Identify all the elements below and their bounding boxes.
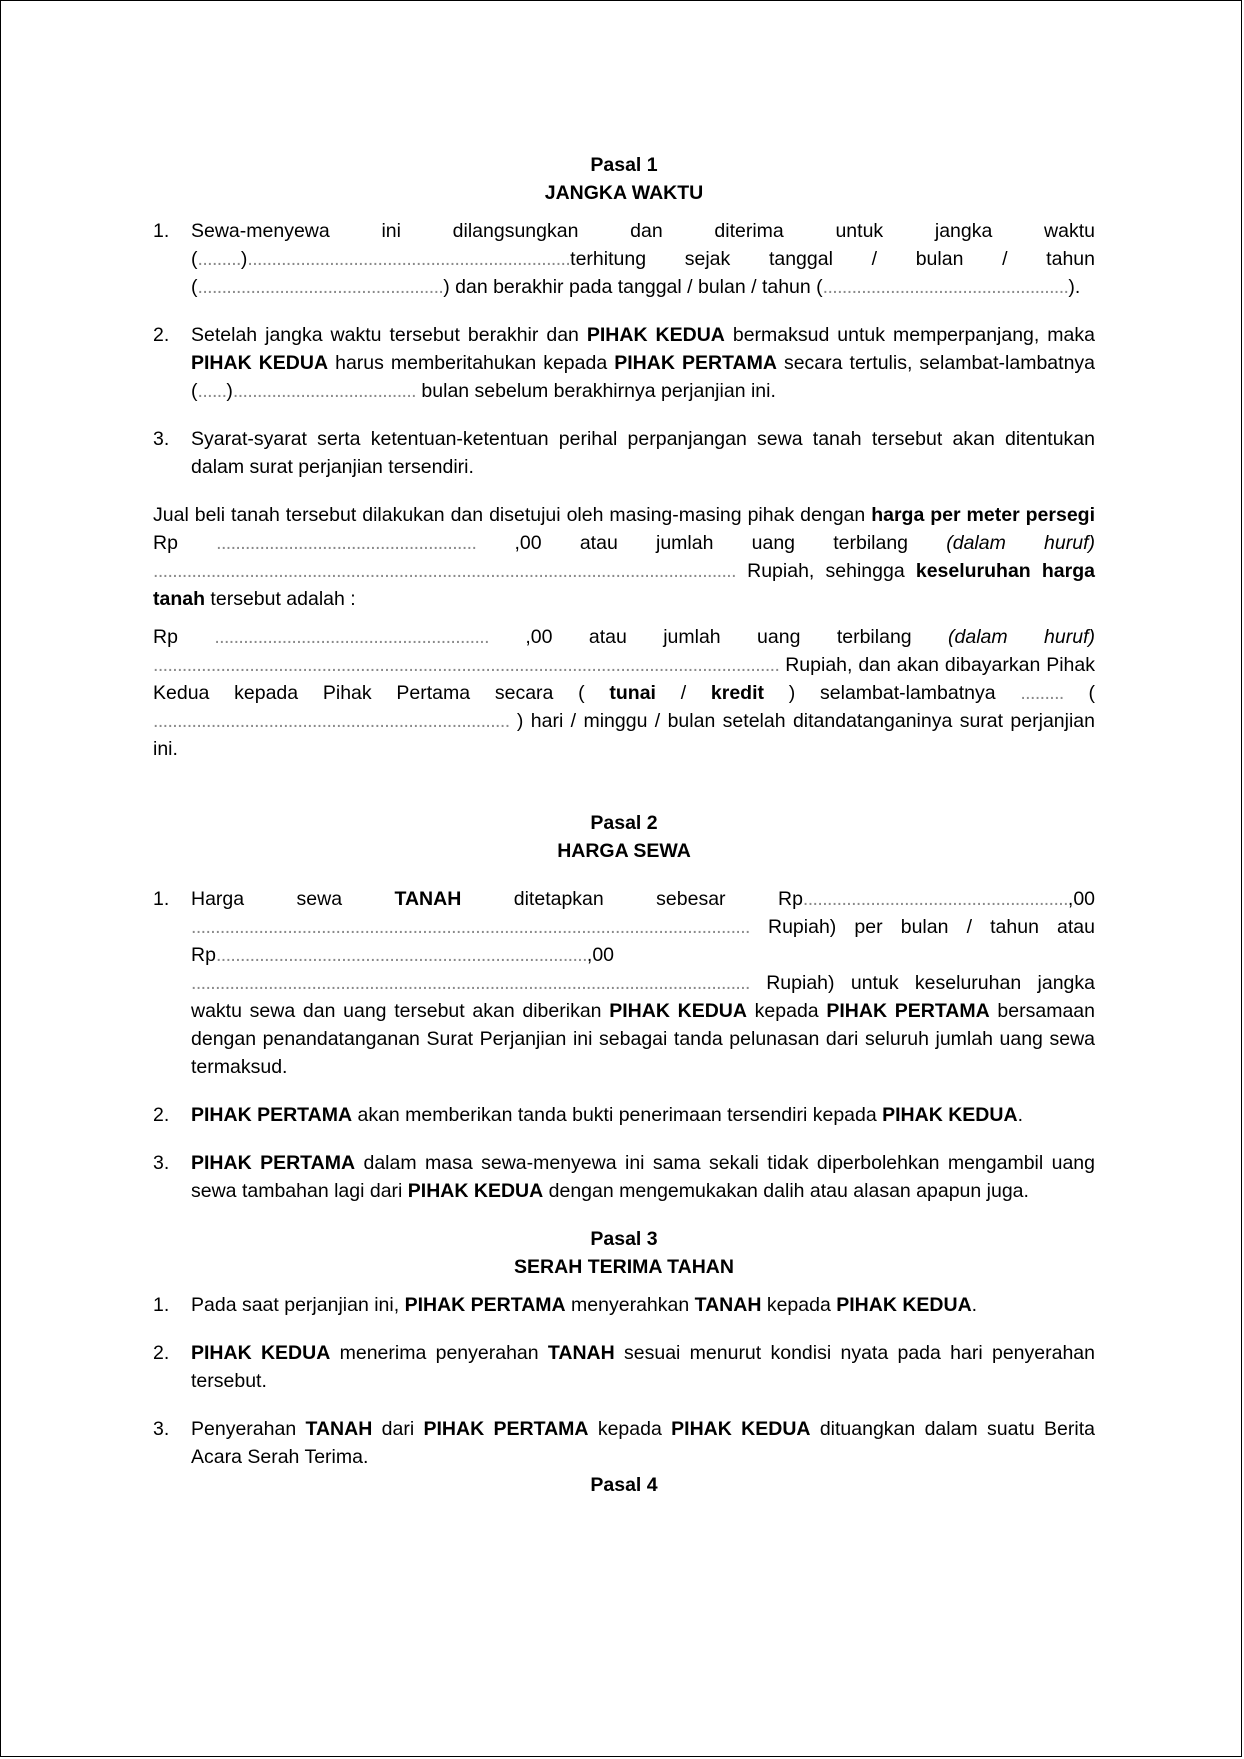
pasal-2-clause-2 [153, 1101, 1095, 1129]
pasal-4-number: Pasal 4 [590, 1474, 658, 1496]
clause-text: Rupiah) per bulan / tahun atau Rp [191, 916, 1095, 966]
party-name: PIHAK PERTAMA [826, 1000, 990, 1022]
pasal-3-clause-2 [153, 1339, 1095, 1395]
party-name: PIHAK KEDUA [836, 1294, 972, 1316]
blank-field: ...................................... [232, 380, 416, 402]
bold-term: TANAH [547, 1342, 615, 1364]
bold-term: keseluruhan harga tanah [153, 560, 1095, 610]
clause-text: akan memberikan tanda bukti penerimaan tersendiri kepada [352, 1104, 883, 1126]
clause-text: bermaksud untuk memperpanjang, maka [724, 324, 1095, 346]
pasal-1-clause-2 [153, 321, 1095, 405]
party-name: PIHAK PERTAMA [614, 352, 777, 374]
clause-text: . [971, 1294, 978, 1316]
party-name: PIHAK KEDUA [586, 324, 725, 346]
clause-number: 2. [153, 1342, 170, 1364]
pasal-3-clauses [153, 1291, 1095, 1471]
pasal-1-clauses [153, 217, 1095, 481]
clause-text: ) [240, 248, 248, 270]
pasal-2-clause-3 [153, 1149, 1095, 1205]
pasal-3-number: Pasal 3 [590, 1228, 658, 1250]
party-name: PIHAK KEDUA [671, 1418, 811, 1440]
party-name: PIHAK PERTAMA [191, 1152, 356, 1174]
party-name: PIHAK KEDUA [191, 352, 329, 374]
blank-field: ......................................................................................................................... [153, 560, 736, 582]
party-name: PIHAK KEDUA [882, 1104, 1018, 1126]
blank-field: .......................................................................... [153, 710, 510, 732]
bold-term: harga per meter persegi [871, 504, 1095, 526]
blank-field: ...... [197, 380, 227, 402]
clause-text: dari [372, 1418, 424, 1440]
pasal-2-number: Pasal 2 [590, 812, 658, 834]
clause-text: dituangkan dalam suatu Berita Acara Serah Terima. [191, 1418, 1095, 1468]
pasal-3-clause-1 [153, 1291, 1095, 1319]
party-name: PIHAK PERTAMA [423, 1418, 589, 1440]
blank-field: ...................................................... [216, 532, 477, 554]
pasal-3-clause-3 [153, 1415, 1095, 1471]
clause-text: Harga sewa [191, 888, 395, 910]
clause-number: 3. [153, 1418, 170, 1440]
blank-field: ................................................... [822, 276, 1069, 298]
clause-number: 3. [153, 1152, 170, 1174]
clause-text: bulan sebelum berakhirnya perjanjian ini. [416, 380, 776, 402]
clause-text: Penyerahan [191, 1418, 306, 1440]
bold-term: kredit [710, 682, 765, 704]
clause-text: kepada [746, 1000, 827, 1022]
italic-note: (dalam huruf) [948, 626, 1095, 648]
clause-text: ,00 [586, 944, 615, 966]
party-name: PIHAK PERTAMA [404, 1294, 566, 1316]
clause-number: 1. [153, 888, 170, 910]
clause-text: bersamaan dengan penandatanganan Surat Perjanjian ini sebagai tanda pelunasan dari seluruh jumlah uang sewa termaksud. [191, 1000, 1095, 1078]
blank-field: .................................................................................................................... [191, 916, 750, 938]
clause-text: menerima penyerahan [330, 1342, 548, 1364]
pasal-2-clause-1 [153, 885, 1095, 1081]
blank-field: ......... [197, 248, 241, 270]
blank-field: ................................................... [197, 276, 444, 298]
pasal-1-clause-3 [153, 425, 1095, 481]
party-name: PIHAK KEDUA [609, 1000, 747, 1022]
pasal-1-title: JANGKA WAKTU [544, 182, 704, 204]
clause-text: menyerahkan [565, 1294, 695, 1316]
total-price-paragraph: Rp ......................................................... ,00 atau jumlah uang terbilang (dalam huruf) .................................................................................................................................. Rupiah, dan akan dibayarkan Pihak Kedua kepada Pihak Pertama secara ( tunai / kredit ) selambat-lambatnya ......... ( .......................................................................... ) hari / minggu / bulan setelah ditandatanganinya surat perjanjian ini. [153, 626, 1095, 760]
bold-term: TANAH [394, 888, 462, 910]
clause-text: ). [1068, 276, 1081, 298]
clause-text: ,00 [1067, 888, 1096, 910]
clause-number: 2. [153, 324, 170, 346]
blank-field: ................................................................... [247, 248, 571, 270]
jual-beli-paragraph: Jual beli tanah tersebut dilakukan dan disetujui oleh masing-masing pihak dengan harga per meter persegi Rp ...................................................... ,00 atau jumlah uang terbilang (dalam huruf) ......................................................................................................................... Rupiah, sehingga keseluruhan harga tanah tersebut adalah : [153, 504, 1095, 610]
pasal-1-clause-1 [153, 217, 1095, 301]
party-name: PIHAK KEDUA [407, 1180, 544, 1202]
blank-field: .................................................................................................................... [191, 972, 750, 994]
party-name: PIHAK KEDUA [191, 1342, 331, 1364]
clause-text: ) [226, 380, 233, 402]
clause-text: sesuai menurut kondisi nyata pada hari penyerahan tersebut. [191, 1342, 1095, 1392]
blank-field: ......................................................... [214, 626, 489, 648]
clause-number: 1. [153, 1294, 170, 1316]
clause-text: ) dan berakhir pada tanggal / bulan / tahun ( [443, 276, 823, 298]
clause-text: Rupiah) untuk keseluruhan jangka waktu sewa dan uang tersebut akan diberikan [191, 972, 1095, 1022]
clause-text: Sewa-menyewa ini dilangsungkan dan diterima untuk jangka waktu ( [191, 220, 1095, 270]
italic-note: (dalam huruf) [946, 532, 1095, 554]
clause-text: ditetapkan sebesar Rp [461, 888, 803, 910]
bold-term: tunai [609, 682, 656, 704]
pasal-1-number: Pasal 1 [590, 154, 658, 176]
bold-term: TANAH [305, 1418, 373, 1440]
pasal-2-clauses [153, 885, 1095, 1205]
clause-text: harus memberitahukan kepada [328, 352, 615, 374]
clause-text: . [1017, 1104, 1023, 1126]
clause-number: 1. [153, 220, 170, 242]
clause-number: 3. [153, 428, 170, 450]
bold-term: TANAH [694, 1294, 762, 1316]
document-content [153, 151, 1095, 1499]
blank-field: ......... [1020, 682, 1064, 704]
party-name: PIHAK PERTAMA [191, 1104, 353, 1126]
clause-text: kepada [761, 1294, 837, 1316]
clause-text: Pada saat perjanjian ini, [191, 1294, 405, 1316]
blank-field: ....................................................... [802, 888, 1068, 910]
pasal-2-title: HARGA SEWA [557, 840, 691, 862]
pasal-3-title: SERAH TERIMA TAHAN [514, 1256, 734, 1278]
clause-text: Syarat-syarat serta ketentuan-ketentuan perihal perpanjangan sewa tanah tersebut akan ditentukan dalam surat perjanjian tersendiri. [191, 428, 1095, 478]
blank-field: .................................................................................................................................. [153, 654, 780, 676]
clause-text: kepada [588, 1418, 672, 1440]
clause-text: dengan mengemukakan dalih atau alasan apapun juga. [543, 1180, 1029, 1202]
clause-text: secara tertulis, selambat-lambatnya ( [191, 352, 1096, 402]
blank-field: ............................................................................. [215, 944, 587, 966]
clause-number: 2. [153, 1104, 170, 1126]
clause-text: terhitung sejak tanggal / bulan / tahun ( [191, 248, 1095, 298]
clause-text: Setelah jangka waktu tersebut berakhir dan [191, 324, 587, 346]
clause-text: dalam masa sewa-menyewa ini sama sekali tidak diperbolehkan mengambil uang sewa tambahan lagi dari [191, 1152, 1095, 1202]
